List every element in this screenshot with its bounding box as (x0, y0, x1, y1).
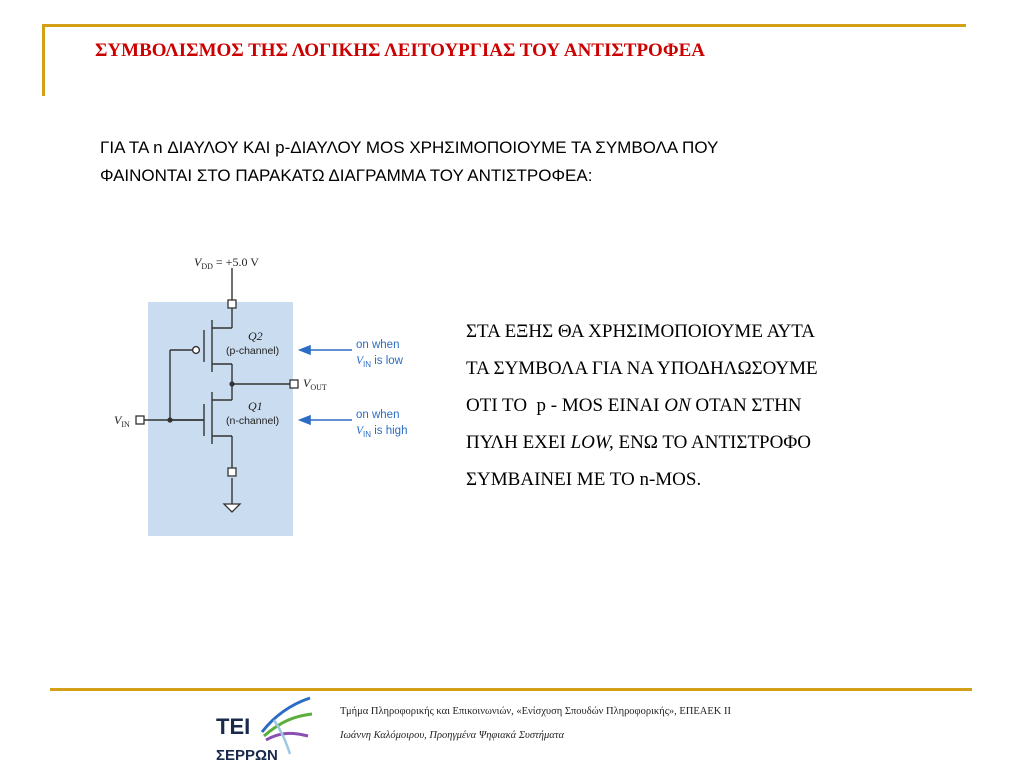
vdd-label: $V_{DD} = +5.0$ V (194, 255, 259, 271)
body-on-emphasis: ON (664, 395, 691, 416)
logo-swoosh-purple (266, 733, 308, 740)
body-line-3-pre: ΟΤΙ ΤΟ p - MOS ΕΙΝΑΙ (466, 395, 665, 416)
frame-top-border (42, 24, 966, 27)
q1-name: Q1 (248, 399, 263, 413)
intro-line-2: ΦΑΙΝΟΝΤΑΙ ΣΤΟ ΠΑΡΑΚΑΤΩ ΔΙΑΓΡΑΜΜΑ ΤΟΥ ΑΝΤΙΣΤΡΟΦΕΑ: (100, 166, 593, 185)
body-low-emphasis: LOW, (570, 432, 614, 453)
q2-name: Q2 (248, 329, 263, 343)
footer-divider (50, 688, 972, 691)
footer-line-2: Ιωάννη Καλόμοιρου, Προηγμένα Ψηφιακά Συστήματα (340, 730, 565, 741)
body-line-4-post: ΕΝΩ ΤΟ ΑΝΤΙΣΤΡΟΦΟ (613, 432, 811, 453)
intro-line-1: ΓΙΑ ΤΑ n ΔΙΑΥΛΟΥ ΚΑΙ p-ΔΙΑΥΛΟΥ MOS ΧΡΗΣΙΜΟΠΟΙΟΥΜΕ ΤΑ ΣΥΜΒΟΛΑ ΠΟΥ (100, 138, 719, 157)
body-line-3-post: ΟΤΑΝ ΣΤΗΝ (690, 395, 802, 416)
footer-line-1: Τμήμα Πληροφορικής και Επικοινωνιών, «Ενίσχυση Σπουδών Πληροφορικής», ΕΠΕΑΕΚ ΙΙ (340, 706, 731, 717)
logo-serron-text: ΣΕΡΡΩΝ (216, 747, 278, 764)
vout-terminal (290, 380, 298, 388)
intro-text (100, 134, 980, 190)
q1-type: (n-channel) (226, 415, 280, 427)
slide-title: ΣΥΜΒΟΛΙΣΜΟΣ ΤΗΣ ΛΟΓΙΚΗΣ ΛΕΙΤΟΥΡΓΙΑΣ ΤΟΥ ΑΝΤΙΣΤΡΟΦΕΑ (95, 40, 705, 61)
vin-label: $V_{IN}$ (114, 413, 130, 429)
cmos-inverter-diagram (100, 250, 440, 540)
q2-type: (p-channel) (226, 345, 280, 357)
input-junction (167, 417, 172, 422)
tei-serron-logo (214, 692, 324, 768)
vin-terminal (136, 416, 144, 424)
note-p-line2: $V_{IN}$ is low (356, 355, 403, 369)
output-junction (229, 381, 234, 386)
body-line-1: ΣΤΑ ΕΞΗΣ ΘΑ ΧΡΗΣΙΜΟΠΟΙΟΥΜΕ ΑΥΤΑ (466, 321, 815, 342)
note-p-line1: on when (356, 339, 400, 351)
body-line-5: ΣΥΜΒΑΙΝΕΙ ΜΕ ΤΟ n-MOS. (466, 469, 702, 490)
source-terminal (228, 468, 236, 476)
vout-label: $V_{OUT}$ (303, 376, 327, 392)
body-line-3 (466, 387, 1006, 424)
body-line-2: ΤΑ ΣΥΜΒΟΛΑ ΓΙΑ ΝΑ ΥΠΟΔΗΛΩΣΟΥΜΕ (466, 358, 818, 379)
arrow-p-head-icon (300, 346, 310, 354)
footer-text (340, 700, 731, 748)
explanation-text (466, 313, 1006, 498)
vdd-terminal (228, 300, 236, 308)
logo-tei-text: ΤΕΙ (216, 714, 251, 739)
body-line-4-pre: ΠΥΛΗ ΕΧΕΙ (466, 432, 571, 453)
frame-left-border (42, 24, 45, 96)
q2-inversion-bubble (193, 347, 200, 354)
arrow-n-head-icon (300, 416, 310, 424)
note-n-line1: on when (356, 409, 400, 421)
note-n-line2: $V_{IN}$ is high (356, 425, 408, 439)
body-line-4 (466, 424, 1006, 461)
